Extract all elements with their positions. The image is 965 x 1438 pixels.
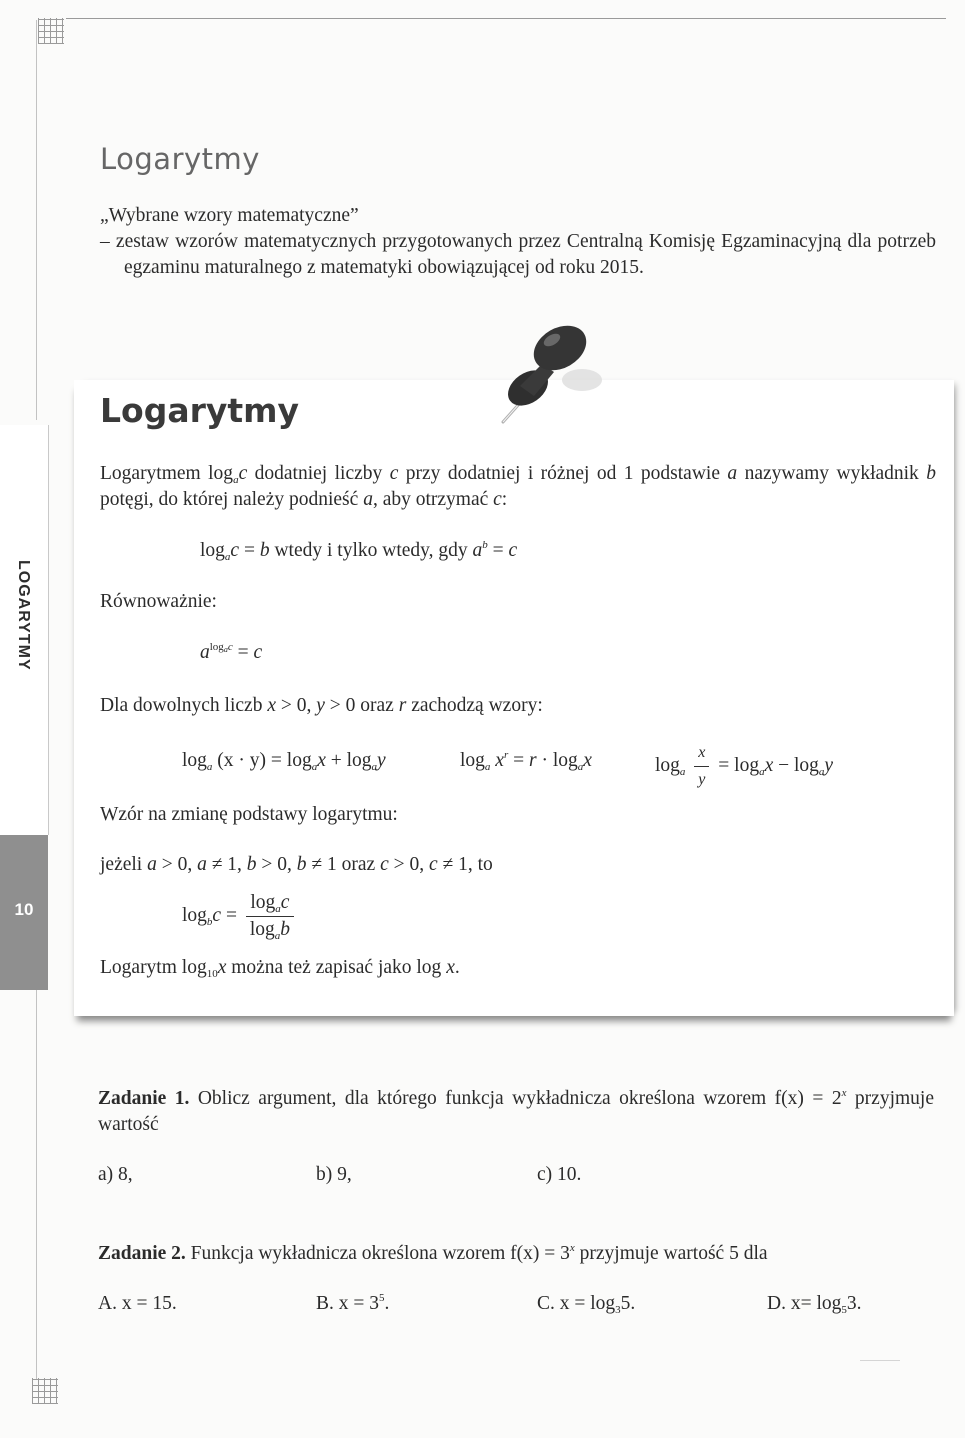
identity-formula: $a^{logac} = c$	[200, 641, 263, 663]
exercise-2-option-a: A. x = 15.	[98, 1293, 177, 1314]
log10-note: Logarytm $\log_{10}x$ można też zapisać jako log x.	[100, 957, 460, 980]
exercise-1-option-a: a) 8,	[98, 1164, 133, 1185]
corner-grid-mark	[38, 18, 64, 44]
exercise-1-option-c: c) 10.	[537, 1164, 582, 1185]
exercise-1: Zadanie 1. Oblicz argument, dla którego funkcja wykładnicza określona wzorem $f(x) = 2^x$ przyjmuje wartość	[98, 1087, 934, 1135]
pushpin-icon	[478, 310, 618, 435]
quotient-rule-formula: $\log_a$ $\frac{x}{y}$ = $\log_ax - \log_ay$	[655, 740, 833, 793]
side-tab-label: LOGARYTMY	[15, 560, 32, 671]
exercise-2-option-d: D. $x= \log_53$.	[767, 1293, 862, 1316]
source-title: „Wybrane wzory matematyczne”	[100, 205, 359, 226]
power-rule-formula: $\log_a x^r = r \cdot \log_ax$	[460, 749, 592, 773]
definition-paragraph: Logarytmem $\log_ac$ dodatniej liczby c przy dodatniej i różnej od 1 podstawie a nazywamy wykładnik b potęgi, do której należy podnieść a, aby otrzymać c:	[100, 463, 936, 510]
equivalently-label: Równoważnie:	[100, 591, 217, 612]
laws-intro: Dla dowolnych liczb x > 0, y > 0 oraz r zachodzą wzory:	[100, 695, 543, 716]
chapter-title: Logarytmy	[100, 142, 260, 176]
definition-formula: $\log_ac = b$ wtedy i tylko wtedy, gdy $a^b = c$	[200, 539, 518, 563]
source-description: – zestaw wzorów matematycznych przygotowanych przez Centralną Komisję Egzaminacyjną dla potrzeb egzaminu maturalnego z matematyki obowiązującej od roku 2015.	[100, 231, 936, 278]
margin-rule	[36, 20, 37, 420]
margin-rule	[36, 990, 37, 1380]
change-of-base-heading: Wzór na zmianę podstawy logarytmu:	[100, 804, 398, 825]
change-of-base-conditions: jeżeli a > 0, a ≠ 1, b > 0, b ≠ 1 oraz c > 0, c ≠ 1, to	[100, 854, 493, 875]
exercise-2-option-b: B. $x = 3^5$.	[316, 1292, 390, 1314]
exercise-1-option-b: b) 9,	[316, 1164, 352, 1185]
top-rule	[66, 18, 946, 19]
page-number: 10	[14, 900, 34, 919]
exercise-2-option-c: C. $x = \log_35$.	[537, 1293, 636, 1316]
section-title: Logarytmy	[100, 391, 300, 430]
change-of-base-formula: $\log_bc$ = $\frac{\log_ac}{\log_ab}$	[182, 890, 298, 943]
source-note	[100, 203, 936, 281]
bottom-rule	[860, 1360, 900, 1361]
exercise-2: Zadanie 2. Funkcja wykładnicza określona wzorem $f(x) = 3^x$ przyjmuje wartość 5 dla	[98, 1242, 768, 1264]
product-rule-formula: $\log_a (x \cdot y) = \log_ax + \log_ay$	[182, 750, 386, 773]
corner-grid-mark	[32, 1378, 58, 1404]
